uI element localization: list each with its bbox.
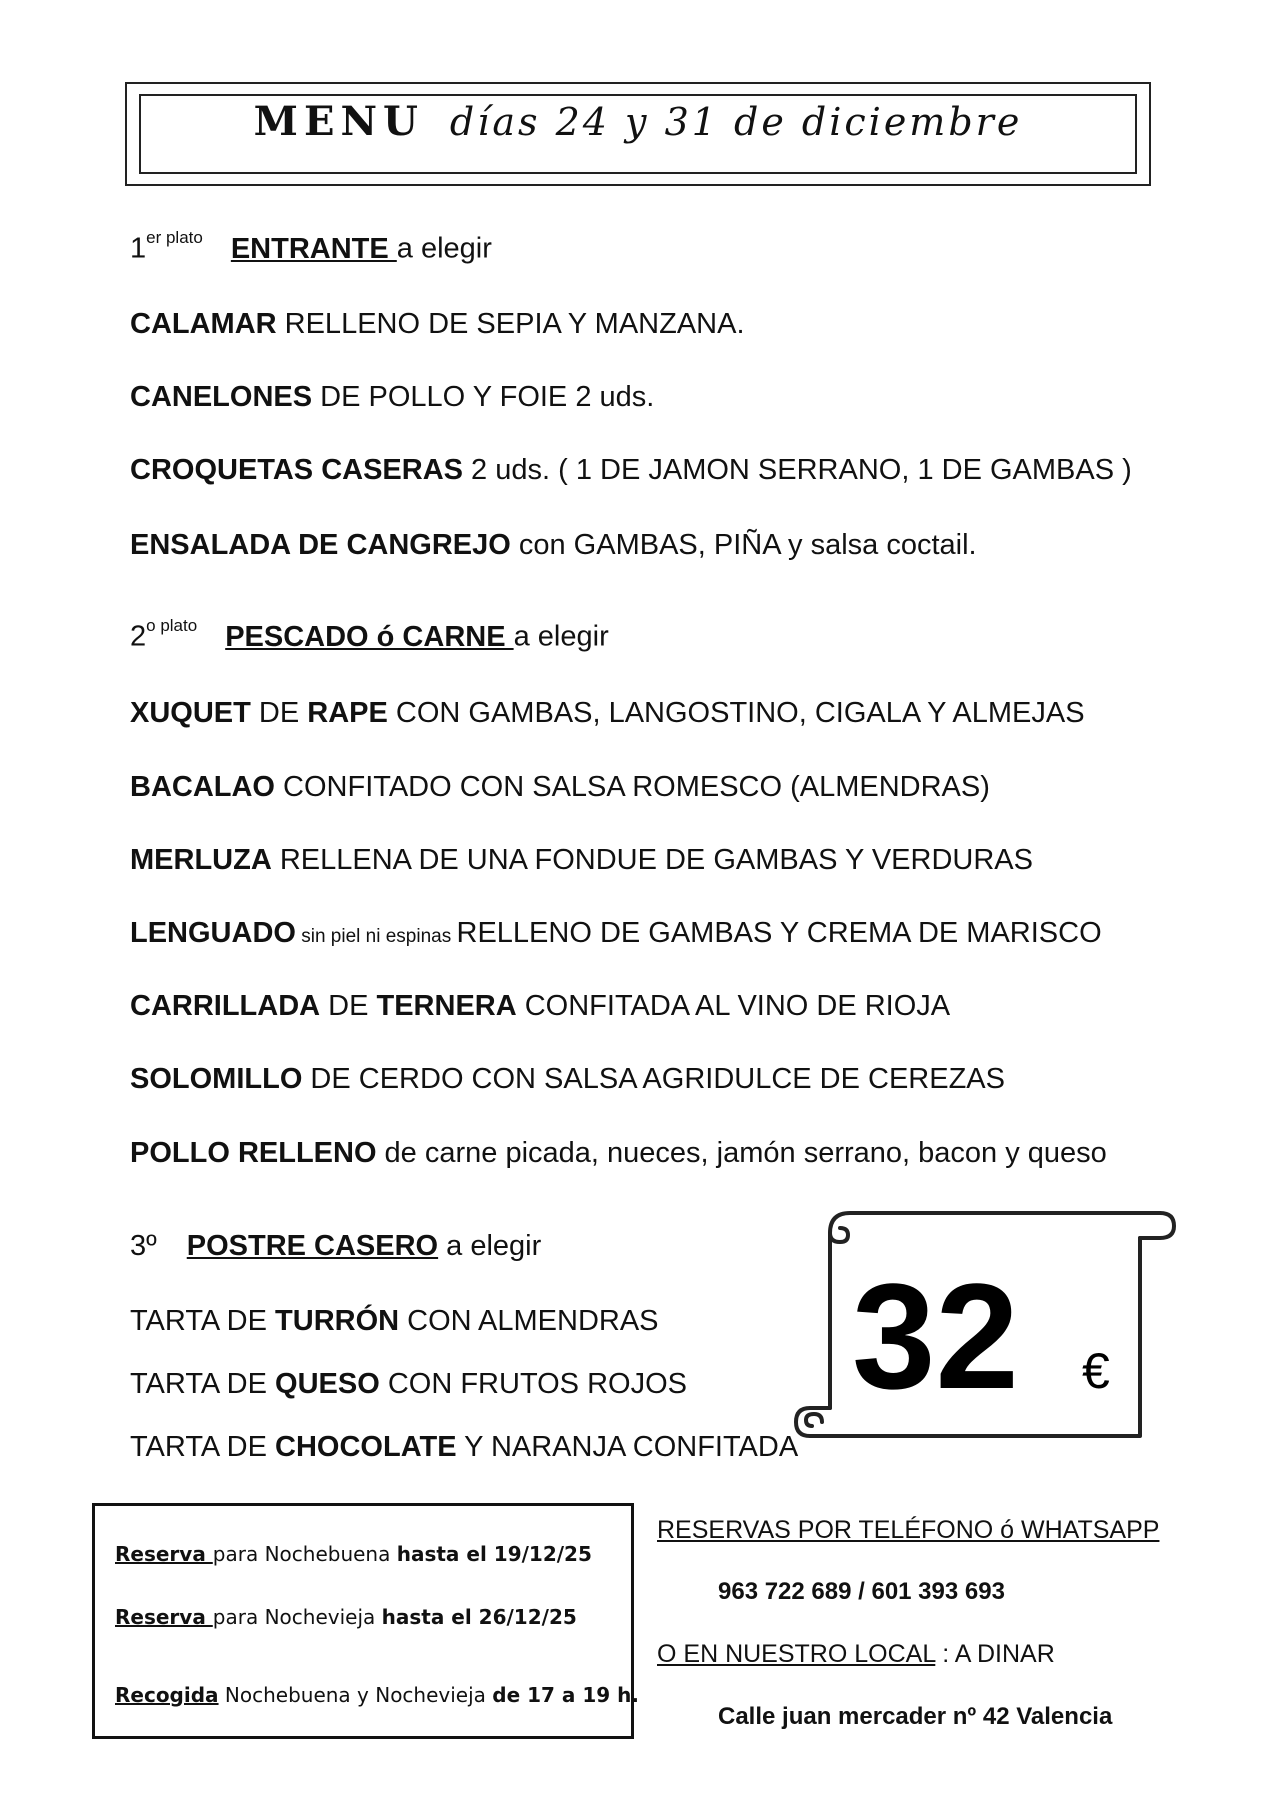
dish-desc: RELLENA DE UNA FONDUE DE GAMBAS Y VERDURAS [271,844,1033,876]
course-number-sup: o plato [146,616,198,635]
dish-desc: DE [320,990,377,1022]
dish-desc: 2 uds. ( 1 DE JAMON SERRANO, 1 DE GAMBAS ) [463,454,1132,486]
recogida-text: Nochebuena y Nochevieja [218,1683,493,1707]
dessert-desc: CON ALMENDRAS [399,1305,659,1337]
course-number: 1 [130,232,147,265]
dessert-chocolate [130,1431,798,1464]
dessert-name: QUESO [275,1368,380,1400]
dish-name: CALAMAR [130,308,277,340]
course-suffix: a elegir [513,620,609,653]
contact-heading-text: RESERVAS POR TELÉFONO ó WHATSAPP [657,1516,1160,1544]
dish-desc: DE POLLO Y FOIE 2 uds. [312,381,655,413]
price-amount: 32 [852,1252,1019,1420]
dessert-turron [130,1305,659,1338]
contact-local-label: O EN NUESTRO LOCAL [657,1640,936,1668]
recogida-hours: de 17 a 19 h. [492,1683,640,1707]
dish-name: SOLOMILLO [130,1063,303,1095]
dessert-name: CHOCOLATE [275,1431,457,1463]
page-title [127,98,1149,145]
dish-desc-2: CONFITADA AL VINO DE RIOJA [516,990,951,1022]
dessert-desc: Y NARANJA CONFITADA [456,1431,799,1463]
course-number: 2 [130,620,147,653]
dish-desc: RELLENO DE SEPIA Y MANZANA. [276,308,745,340]
course-suffix: a elegir [438,1230,542,1262]
dish-carrillada [130,990,950,1023]
second-course-heading [130,616,609,654]
dish-note: sin piel ni espinas [295,926,457,947]
dish-canelones [130,381,654,414]
dish-desc: de carne picada, nueces, jamón serrano, bacon y queso [376,1137,1107,1169]
dish-name: LENGUADO [130,917,296,949]
first-course-heading [130,228,492,266]
dessert-queso [130,1368,687,1401]
dish-desc: RELLENO DE GAMBAS Y CREMA DE MARISCO [456,917,1102,949]
title-dates: días 24 y 31 de diciembre [449,100,1023,144]
dish-name: XUQUET [130,697,251,729]
reserva-nochevieja [115,1605,577,1629]
contact-phones[interactable]: 963 722 689 / 601 393 693 [718,1578,1005,1605]
recogida-line [115,1683,639,1707]
dessert-prefix: TARTA DE [130,1305,276,1337]
dish-name: ENSALADA DE CANGREJO [130,529,511,561]
dish-name-2: TERNERA [376,990,517,1022]
price-scroll [790,1208,1180,1448]
title-menu-word: MENU [253,98,424,145]
course-suffix: a elegir [396,232,492,265]
dish-desc: CONFITADO CON SALSA ROMESCO (ALMENDRAS) [275,771,990,803]
dish-desc-2: CON GAMBAS, LANGOSTINO, CIGALA Y ALMEJAS [387,697,1085,729]
dish-ensalada [130,529,977,562]
contact-local-rest: : A DINAR [935,1640,1055,1668]
dish-desc: DE CERDO CON SALSA AGRIDULCE DE CEREZAS [302,1063,1005,1095]
course-title: PESCADO ó CARNE [225,620,514,653]
dessert-prefix: TARTA DE [130,1368,276,1400]
dish-croquetas [130,454,1132,487]
dessert-name: TURRÓN [275,1305,400,1337]
dish-desc: con GAMBAS, PIÑA y salsa coctail. [510,529,977,561]
dish-name: CARRILLADA [130,990,321,1022]
dish-desc: DE [250,697,308,729]
dish-calamar [130,308,745,341]
dish-merluza [130,844,1033,877]
title-frame [125,82,1151,186]
dish-name: BACALAO [130,771,275,803]
third-course-heading [130,1230,541,1263]
dish-name: MERLUZA [130,844,272,876]
dish-solomillo [130,1063,1005,1096]
course-title: ENTRANTE [230,232,397,265]
reserva-deadline: hasta el 19/12/25 [396,1542,592,1566]
reserva-label: Reserva [115,1542,213,1566]
dish-xuquet [130,697,1085,730]
reserva-label: Reserva [115,1605,213,1629]
contact-address: Calle juan mercader nº 42 Valencia [718,1703,1113,1730]
dessert-prefix: TARTA DE [130,1431,276,1463]
dish-name: CANELONES [130,381,313,413]
course-number: 3º [130,1230,157,1262]
dessert-desc: CON FRUTOS ROJOS [379,1368,687,1400]
price-currency: € [1082,1343,1110,1399]
dish-pollo [130,1137,1107,1170]
reservation-deadlines-box [92,1503,640,1739]
contact-local [657,1640,1055,1669]
reserva-text: para Nochebuena [212,1542,397,1566]
dish-name-2: RAPE [307,697,388,729]
dish-lenguado [130,917,1102,950]
dish-bacalao [130,771,990,804]
course-title: POSTRE CASERO [186,1230,439,1262]
recogida-label: Recogida [115,1683,219,1707]
reserva-deadline: hasta el 26/12/25 [381,1605,577,1629]
dish-name: CROQUETAS CASERAS [130,454,463,486]
dish-name: POLLO RELLENO [130,1137,377,1169]
course-number-sup: er plato [146,228,203,247]
reserva-nochebuena [115,1542,592,1566]
contact-heading [657,1516,1159,1545]
reserva-text: para Nochevieja [212,1605,382,1629]
